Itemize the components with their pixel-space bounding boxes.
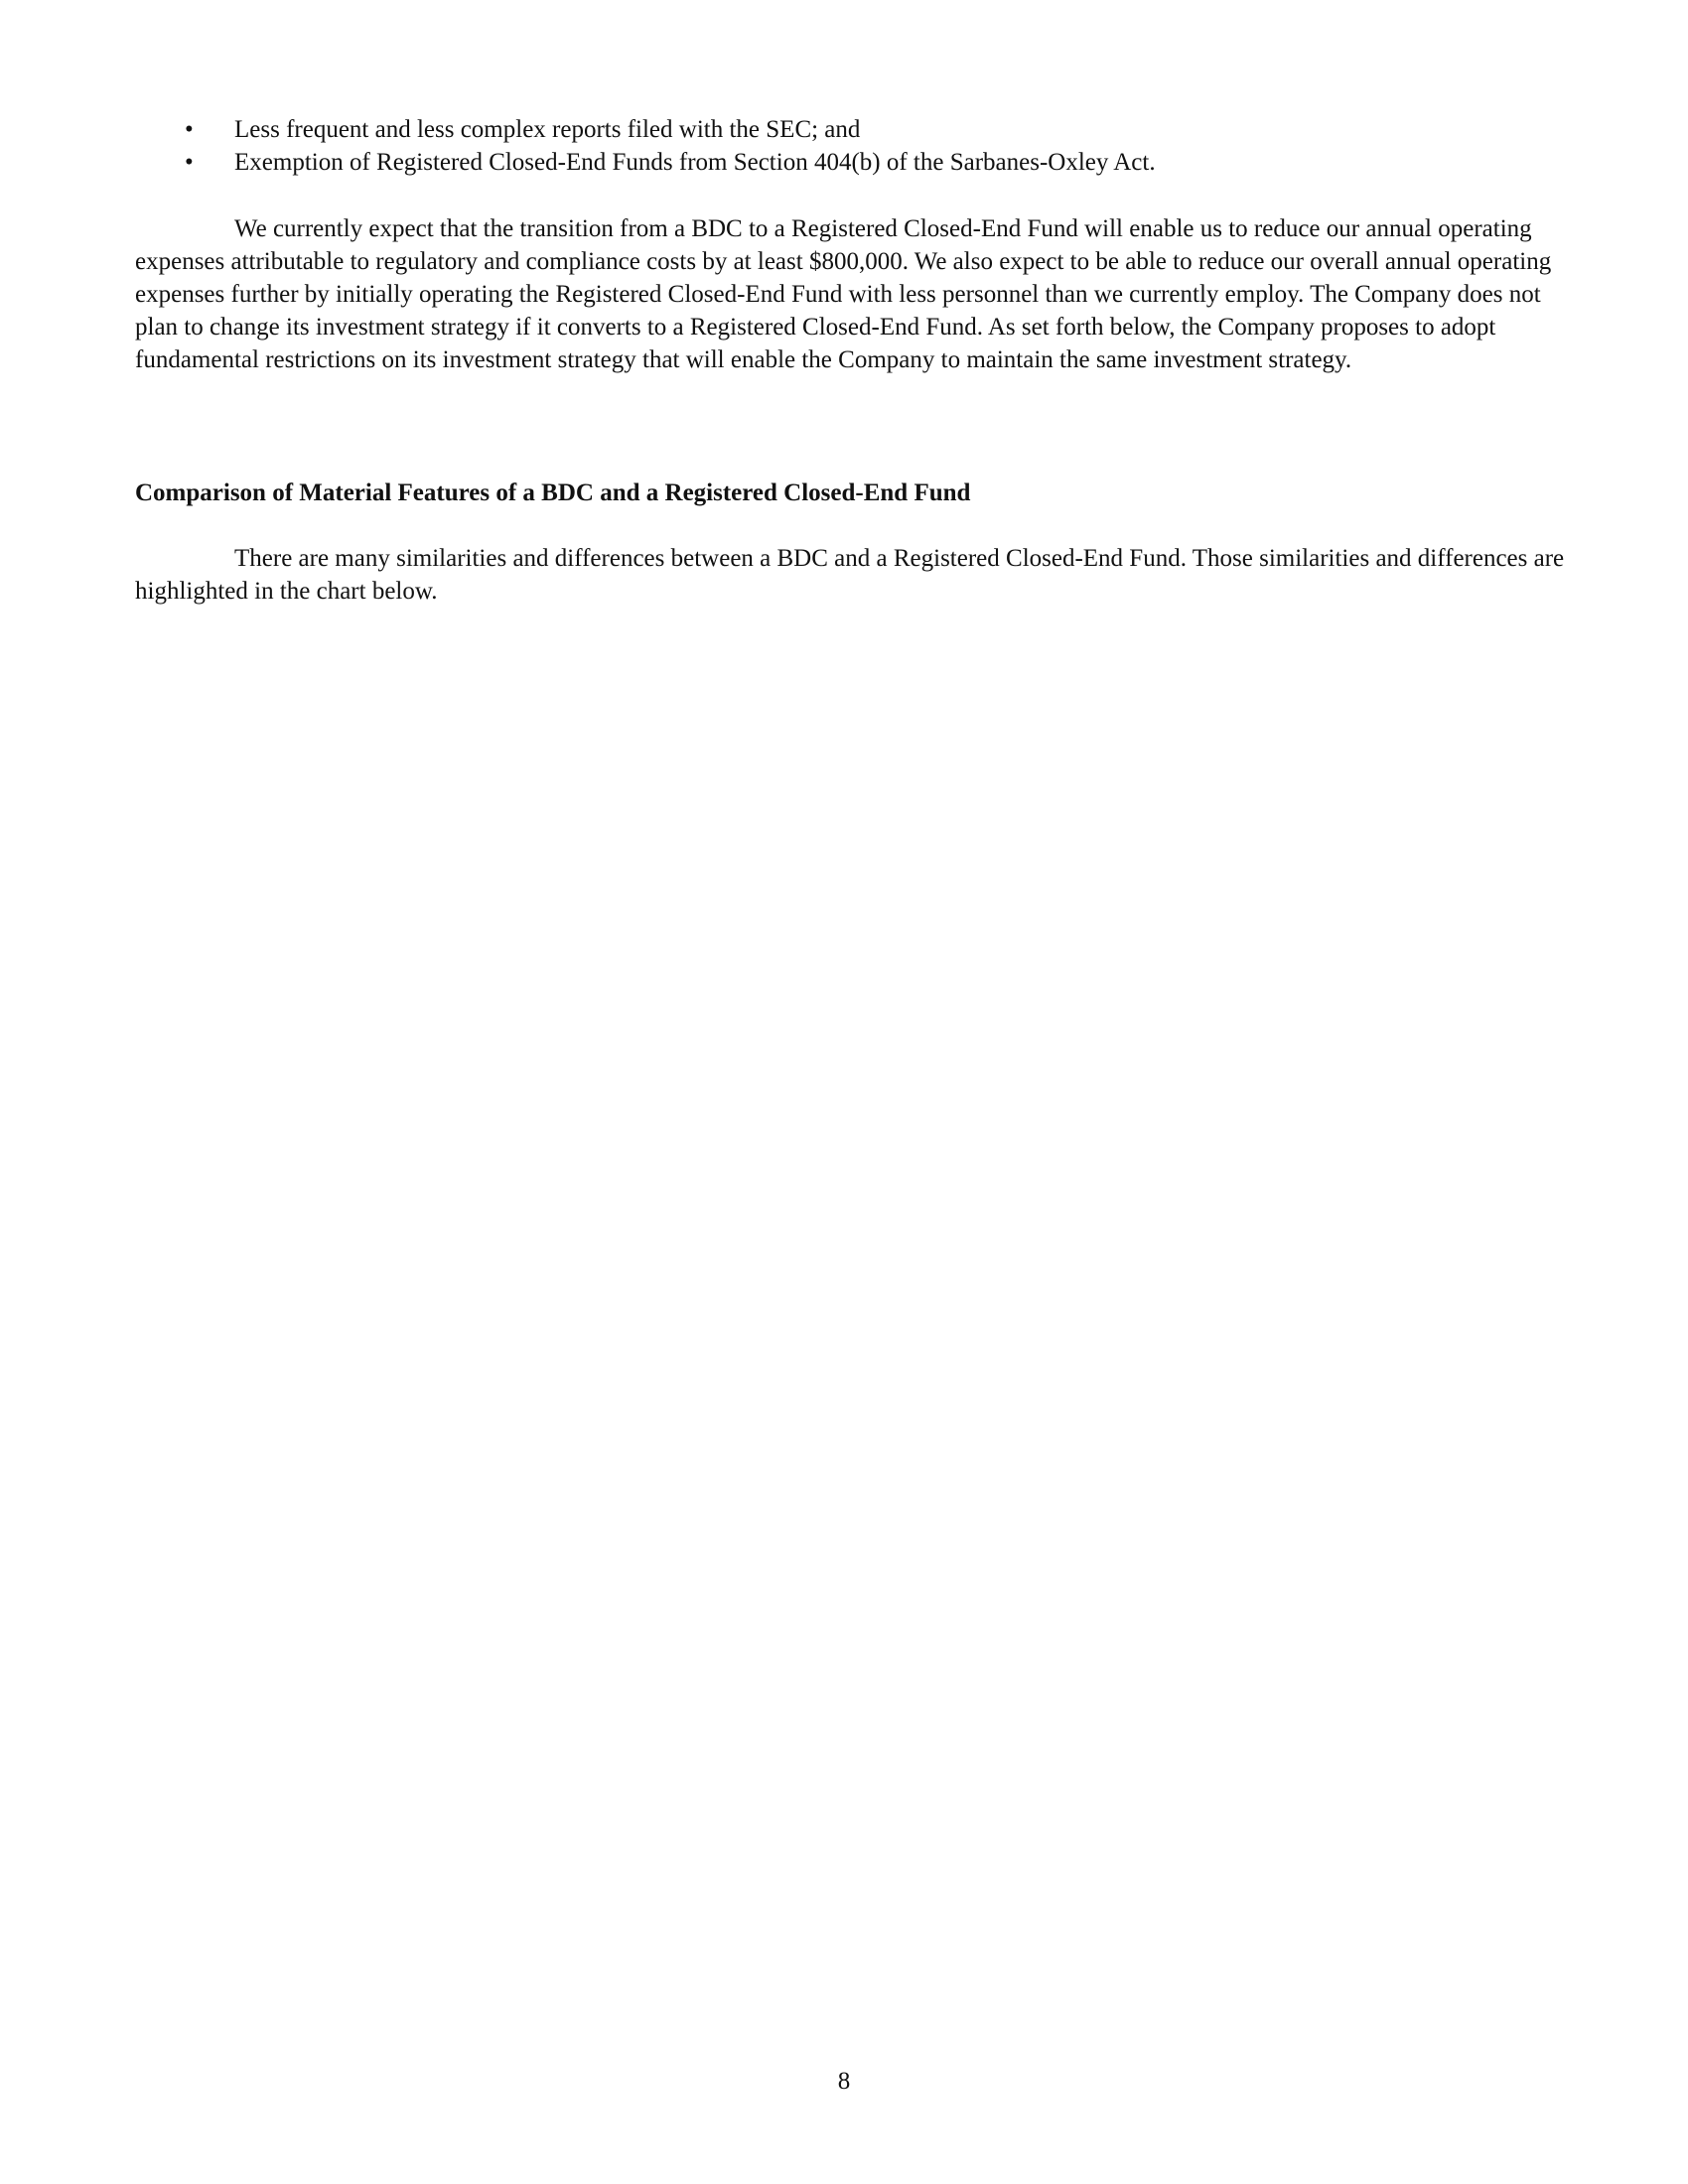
bullet-icon: •	[185, 149, 194, 176]
bullet-icon: •	[185, 116, 194, 143]
bullet-text: Less frequent and less complex reports filed with the SEC; and	[234, 116, 861, 143]
bullet-item	[135, 113, 1565, 146]
bullet-item	[135, 146, 1565, 179]
bullet-list	[135, 113, 1565, 179]
paragraph-comparison-intro: There are many similarities and differences between a BDC and a Registered Closed-End Fund. Those similarities and differences are highlighted in the chart below.	[135, 545, 1565, 605]
paragraph-expense-reduction: We currently expect that the transition from a BDC to a Registered Closed-End Fund will enable us to reduce our annual operating expenses attributable to regulatory and compliance costs by at least $800,000. We also expect to be able to reduce our overall annual operating expenses further by initially operating the Registered Closed-End Fund with less personnel than we currently employ. The Company does not plan to change its investment strategy if it converts to a Registered Closed-End Fund. As set forth below, the Company proposes to adopt fundamental restrictions on its investment strategy that will enable the Company to maintain the same investment strategy.	[135, 215, 1552, 373]
page-number: 8	[837, 2068, 851, 2095]
bullet-text: Exemption of Registered Closed-End Funds from Section 404(b) of the Sarbanes-Oxley Act.	[234, 149, 1156, 176]
section-heading: Comparison of Material Features of a BDC and a Registered Closed-End Fund	[135, 479, 971, 506]
